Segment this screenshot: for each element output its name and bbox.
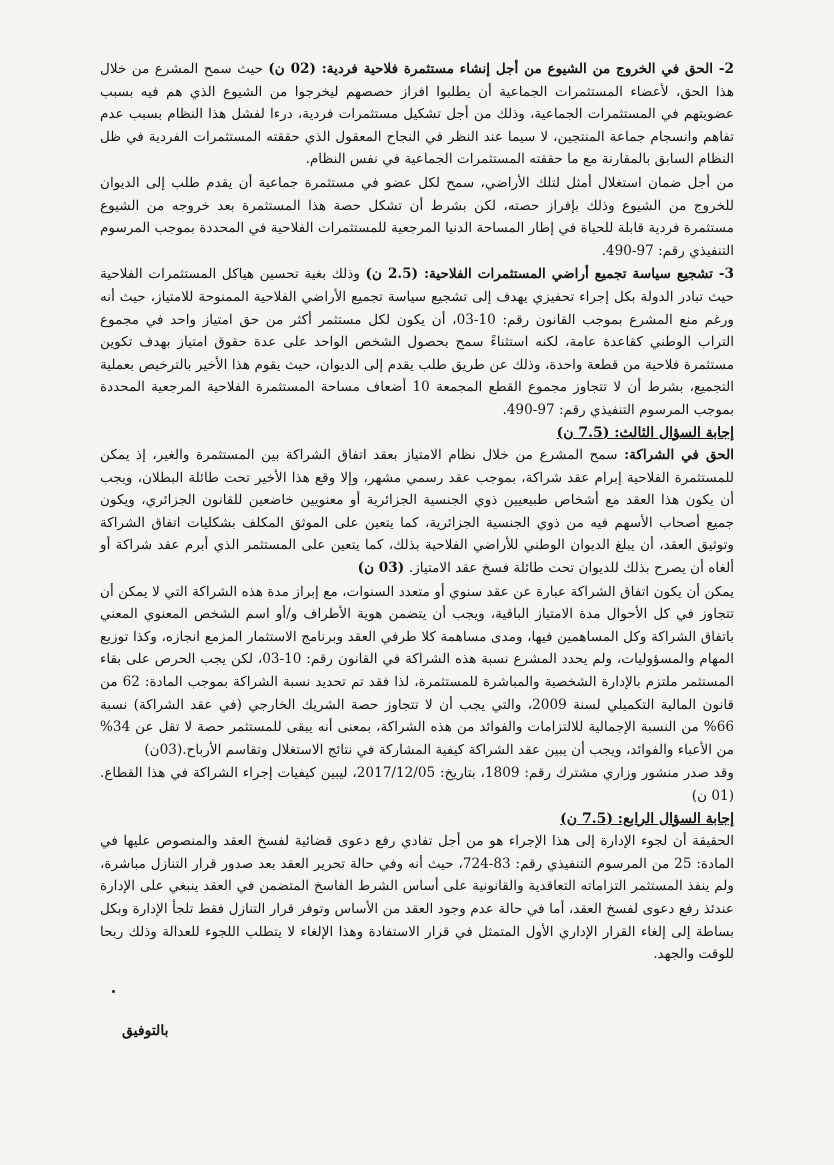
question-3-answer-heading: إجابة السؤال الثالث: (7.5 ن) bbox=[556, 424, 734, 441]
paragraph-right-partnership bbox=[100, 444, 734, 580]
stray-dot-mark bbox=[112, 990, 115, 993]
paragraph-administration-procedure: الحقيقة أن لجوء الإدارة إلى هذا الإجراء هو من أجل تفادي رفع دعوى قضائية لفسخ العقد والمنصوص عليها في المادة: 25 من المرسوم التنفيذي رقم: 83-724، حيث أنه وفي حالة تحرير العقد بعد صدور قرار التنازل مباشرة، ولم ينفذ المستثمر التزاماته التعاقدية والقانونية على أساس الشرط الفاسخ المتضمن في العقد ينبغي على الإدارة عندئذ رفع دعوى لفسخ العقد، أما في حالة عدم وجود العقد من الأساس وتوفر قرار التنازل فقط تلجأ الإدارة وبكل بساطة إلى إلغاء القرار الإداري الأول المتمثل في قرار الاستفادة وهذا الإلغاء لا يتطلب اللجوء للعدالة وذلك ربحا للوقت والجهد. bbox=[100, 833, 734, 963]
mark-label: (03 ن) bbox=[357, 560, 409, 577]
section-title-exit-co-ownership: 2- الحق في الخروج من الشيوع من أجل إنشاء مستثمرة فلاحية فردية: (02 ن) bbox=[268, 61, 734, 77]
closing-greeting: بالتوفيق bbox=[122, 1023, 169, 1039]
section-title-land-consolidation: 3- تشجيع سياسة تجميع أراضي المستثمرات الفلاحية: (2.5 ن) bbox=[365, 266, 734, 283]
section-title-partnership: الحق في الشراكة: bbox=[624, 447, 734, 464]
paragraph-optimal-exploitation: من أجل ضمان استغلال أمثل لتلك الأراضي، سمح لكل عضو في مستثمرة جماعية أن يقدم طلب إلى الديوان للخروج من الشيوع وذلك بإفراز حصته، لكن بشرط أن تشكل حصة هذا المستثمرة بعد خروجه من الشيوع مستثمرة فردية قابلة للحياة في إطار المساحة الدنيا المرجعية للمستثمرات الفلاحية في المحددة بموجب المرسوم التنفيذي رقم: 97-490. bbox=[100, 174, 734, 259]
paragraph-right-exit-co-ownership bbox=[100, 58, 734, 171]
paragraph-text: وذلك بغية تحسين هياكل المستثمرات الفلاحية حيث تبادر الدولة بكل إجراء تحفيزي يهدف إلى تشجيع سياسة تجميع الأراضي الفلاحية الممنوحة للامتياز، حيث أنه ورغم منع المشرع بموجب القانون رقم: 10-03، أن يكون لكل مستثمر أكثر من حق امتياز واحد في مجموع التراب الوطني كقاعدة عامة، لكنه استثناءً سمح بحصول الشخص الواحد على عدة حقوق امتياز بهدف تكوين مستثمرة فلاحية من قطعة واحدة، وذلك عن طريق طلب يقدم إلى الديوان، حيث يقوم هذا الأخير بالترخيص بعملية التجميع، بشرط أن لا تتجاوز مجموع القطع المجمعة 10 أضعاف مساحة المستثمرة الفلاحية المرجعية المحددة بموجب المرسوم التنفيذي رقم: 97-490. bbox=[100, 266, 734, 418]
paragraph-partnership-terms: يمكن أن يكون اتفاق الشراكة عبارة عن عقد سنوي أو متعدد السنوات، مع إبراز مدة هذه الشراكة التي لا يمكن أن تتجاوز في كل الأحوال مدة الامتياز الباقية، ويجب أن يتضمن هوية الأطراف و/أو اسم الشخص المعنوي المعني باتفاق الشراكة وكل المساهمين فيها، ومدى مساهمة كلا طرفي العقد وبرنامج الاستثمار المزمع انجازه، وكذا توزيع المهام والمسؤوليات، ولم يحدد المشرع نسبة هذه الشراكة في القانون رقم: 10-03، لكن يجب الحرص على بقاء المستثمر ملتزم بالإدارة الشخصية والمباشرة للمستثمرة، لذا فقد تم تحديد نسبة الشراكة بموجب المادة: 62 من قانون المالية التكميلي لسنة 2009، والتي يجب أن لا تتجاوز حصة الشريك الخارجي (في عقد الشراكة) نسبة 66% من النسبة الإجمالية للالتزامات والفوائد من هذه الشراكة، بمعنى أنه يبقى للمستثمر حصة لا تقل عن 34% من الأعباء والفوائد، ويجب أن يبين عقد الشراكة كيفية المشاركة في نتائج الاستغلال وتقاسم الأرباح.(03ن) bbox=[100, 583, 734, 758]
paragraph-text: سمح المشرع من خلال نظام الامتياز بعقد اتفاق الشراكة بين المستثمرة والغير، إذ يمكن للمستثمرة الفلاحية إبرام عقد شراكة، بموجب عقد رسمي مشهر، وإلا وقع هذا الأخير تحت طائلة البطلان، ويجب أن يكون هذا العقد مع أشخاص طبيعيين ذوي الجنسية الجزائرية أو معنويين خاضعين للقانون الجزائري، ويكون جميع أصحاب الأسهم فيه من ذوي الجنسية الجزائرية، كما يتعين على الموثق المكلف بشكليات اتفاق الشراكة وتوثيق العقد، أن يبلغ الديوان الوطني للأراضي الفلاحية بذلك، كما يتعين على المستثمر الذي أبرم عقد شراكة أو ألغاه أن يصرح بذلك للديوان تحت طائلة فسخ عقد الامتياز. bbox=[100, 447, 734, 577]
paragraph-ministerial-circular: وقد صدر منشور وزاري مشترك رقم: 1809، بتاريخ: 2017/12/05، ليبين كيفيات إجراء الشراكة في هذا القطاع. (01 ن) bbox=[100, 765, 734, 804]
question-4-answer-heading: إجابة السؤال الرابع: (7.5 ن) bbox=[560, 810, 734, 827]
paragraph-land-consolidation bbox=[100, 263, 734, 421]
paragraph-text: حيث سمح المشرع من خلال هذا الحق، لأعضاء المستثمرات الجماعية أن يطلبوا افراز حصصهم ليخرجوا من الشيوع الذي هم فيه بسبب عضويتهم في المستثمرات الجماعية، وذلك من أجل تشكيل مستثمرات فردية، درءا لفشل هذا النظام بسبب عدم تفاهم وانسجام جماعة المنتجين، لا سيما عند النظر في النجاح المعقول الذي حققته المستثمرات الفردية في ظل النظام السابق بالمقارنة مع ما حققته المستثمرات الجماعية في نفس النظام. bbox=[100, 61, 734, 168]
